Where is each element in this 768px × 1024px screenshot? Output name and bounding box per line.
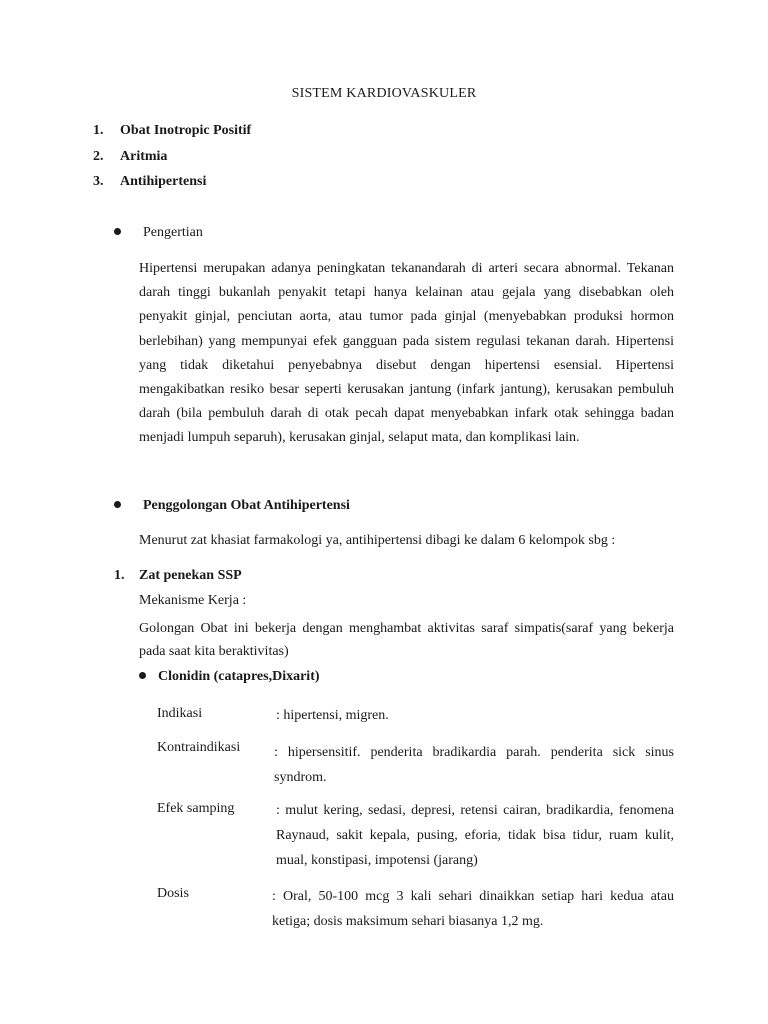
mekanisme-description: Golongan Obat ini bekerja dengan menghambat aktivitas saraf simpatis(saraf yang bekerja pada saat kita beraktivitas) (139, 621, 674, 659)
label-indikasi: Indikasi (157, 706, 203, 721)
penggolongan-paragraph: Menurut zat khasiat farmakologi ya, antihipertensi dibagi ke dalam 6 kelompok sbg : (139, 533, 616, 548)
value-kontraindikasi: : hipersensitif. penderita bradikardia parah. penderita sick sinus syndrom. (274, 745, 674, 785)
value-efek-samping: : mulut kering, sedasi, depresi, retensi cairan, bradikardia, fenomena Raynaud, sakit kepala, pusing, eforia, tidak bisa tidur, ruam kulit, mual, konstipasi, impotensi (jarang) (276, 803, 674, 868)
bullet-pengertian (114, 225, 203, 241)
toc-label: Aritmia (120, 149, 168, 164)
label-dosis: Dosis (157, 886, 189, 901)
bullet-penggolongan (114, 498, 350, 514)
pengertian-paragraph: Hipertensi merupakan adanya peningkatan tekanandarah di arteri secara abnormal. Tekanan darah tinggi bukanlah penyakit tetapi hanya kelainan atau gejala yang disebabkan oleh penyakit ginjal, penciutan aorta, atau tumor pada ginjal (menyebabkan produksi hormon berlebihan) yang mempunyai efek gangguan pada sistem regulasi tekanan darah. Hipertensi yang tidak diketahui penyebabnya disebut dengan hipertensi esensial. Hipertensi mengakibatkan resiko besar seperti kerusakan jantung (infark jantung), kerusakan pembuluh darah (bila pembuluh darah di otak pecah dapat menyebabkan infark otak sehingga badan menjadi lumpuh separuh), kerusakan ginjal, selaput mata, dan komplikasi lain. (139, 261, 674, 446)
drug-clonidin (139, 669, 320, 685)
value-dosis: : Oral, 50-100 mcg 3 kali sehari dinaikkan setiap hari kedua atau ketiga; dosis maksimum sehari biasanya 1,2 mg. (272, 889, 674, 929)
bullet-dot-icon (114, 228, 121, 235)
toc-item-2 (93, 149, 167, 165)
toc-item-3 (93, 174, 206, 190)
document-title: SISTEM KARDIOVASKULER (291, 86, 477, 101)
toc-label: Antihipertensi (120, 174, 207, 189)
toc-number: 3. (93, 174, 104, 189)
bullet-dot-icon (114, 501, 121, 508)
section-heading: Penggolongan Obat Antihipertensi (143, 498, 350, 513)
section-1-heading (114, 568, 242, 584)
toc-number: 1. (93, 123, 104, 138)
bullet-dot-icon (139, 672, 146, 679)
toc-label: Obat Inotropic Positif (120, 123, 252, 138)
section-heading: Pengertian (143, 225, 203, 240)
toc-number: 2. (93, 149, 104, 164)
section-title: Zat penekan SSP (139, 568, 242, 583)
label-kontraindikasi: Kontraindikasi (157, 740, 241, 755)
value-indikasi: : hipertensi, migren. (276, 708, 389, 723)
label-efek-samping: Efek samping (157, 801, 235, 816)
mekanisme-label: Mekanisme Kerja : (139, 593, 247, 608)
drug-name: Clonidin (catapres,Dixarit) (158, 669, 320, 684)
toc-item-1 (93, 123, 251, 139)
section-number: 1. (114, 568, 125, 583)
